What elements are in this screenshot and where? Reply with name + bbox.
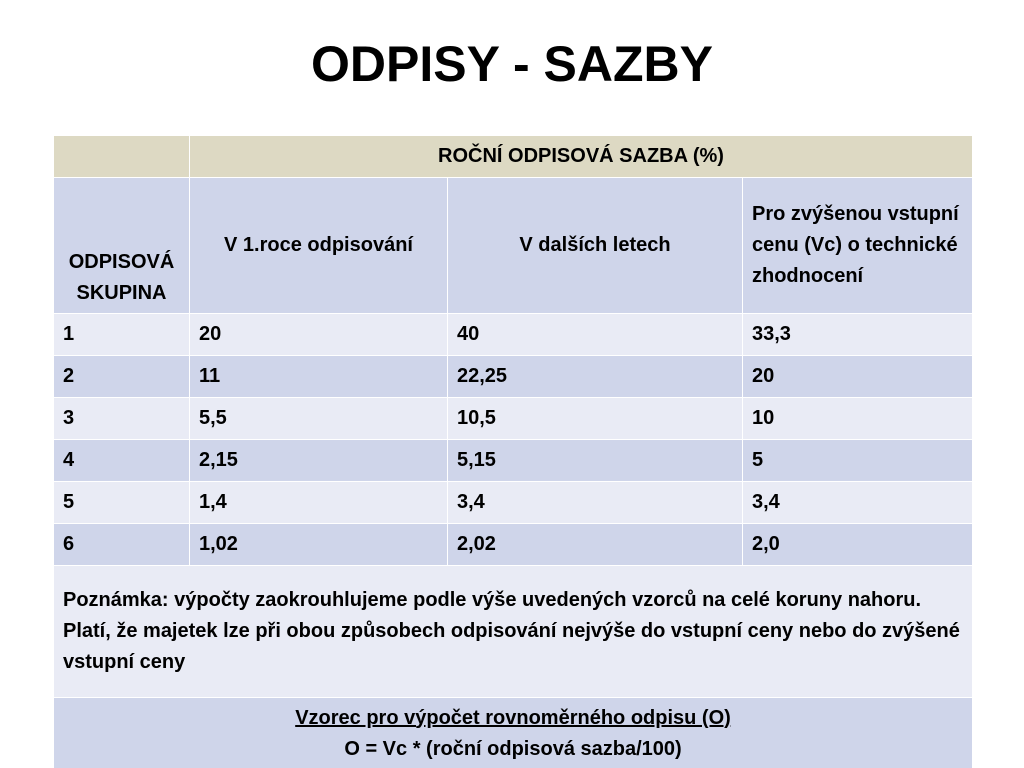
increased-price-cell: 3,4 — [743, 482, 973, 524]
increased-price-cell: 10 — [743, 398, 973, 440]
table-column-header-row — [54, 178, 973, 314]
formula-equation: O = Vc * (roční odpisová sazba/100) — [344, 737, 682, 760]
increased-price-cell: 20 — [743, 356, 973, 398]
next-years-cell: 40 — [448, 314, 743, 356]
next-years-cell: 10,5 — [448, 398, 743, 440]
first-year-cell: 20 — [190, 314, 448, 356]
group-cell: 2 — [54, 356, 190, 398]
note-row — [54, 566, 973, 698]
increased-price-cell: 2,0 — [743, 524, 973, 566]
rounding-note: Poznámka: výpočty zaokrouhlujeme podle výše uvedených vzorců na celé koruny nahoru. — [63, 589, 922, 611]
table-row — [54, 482, 973, 524]
next-years-cell: 5,15 — [448, 440, 743, 482]
table-row — [54, 398, 973, 440]
group-cell: 1 — [54, 314, 190, 356]
annual-rate-header: ROČNÍ ODPISOVÁ SAZBA (%) — [190, 136, 973, 178]
depreciation-rates-table — [53, 135, 973, 768]
first-year-cell: 5,5 — [190, 398, 448, 440]
table-row — [54, 356, 973, 398]
empty-corner-cell — [54, 136, 190, 178]
increased-price-cell: 33,3 — [743, 314, 973, 356]
first-year-cell: 11 — [190, 356, 448, 398]
formula-row — [54, 698, 973, 768]
limit-note: Platí, že majetek lze při obou způsobech odpisování nejvýše do vstupní ceny nebo do zvýšené vstupní ceny — [63, 620, 960, 673]
first-year-cell: 1,02 — [190, 524, 448, 566]
formula-title: Vzorec pro výpočet rovnoměrného odpisu (O) — [295, 706, 731, 729]
note-cell — [54, 566, 973, 698]
increased-price-cell: 5 — [743, 440, 973, 482]
group-cell: 3 — [54, 398, 190, 440]
first-year-cell: 1,4 — [190, 482, 448, 524]
table-row — [54, 440, 973, 482]
table-top-header-row — [54, 136, 973, 178]
first-year-cell: 2,15 — [190, 440, 448, 482]
table-row — [54, 524, 973, 566]
next-years-column-header: V dalších letech — [448, 178, 743, 314]
group-column-header: ODPISOVÁ SKUPINA — [54, 178, 190, 314]
group-cell: 4 — [54, 440, 190, 482]
table-row — [54, 314, 973, 356]
first-year-column-header: V 1.roce odpisování — [190, 178, 448, 314]
formula-cell — [54, 698, 973, 768]
group-cell: 5 — [54, 482, 190, 524]
next-years-cell: 2,02 — [448, 524, 743, 566]
next-years-cell: 3,4 — [448, 482, 743, 524]
increased-price-column-header: Pro zvýšenou vstupní cenu (Vc) o technické zhodnocení — [743, 178, 973, 314]
next-years-cell: 22,25 — [448, 356, 743, 398]
page-title: ODPISY - SAZBY — [311, 36, 713, 92]
group-cell: 6 — [54, 524, 190, 566]
